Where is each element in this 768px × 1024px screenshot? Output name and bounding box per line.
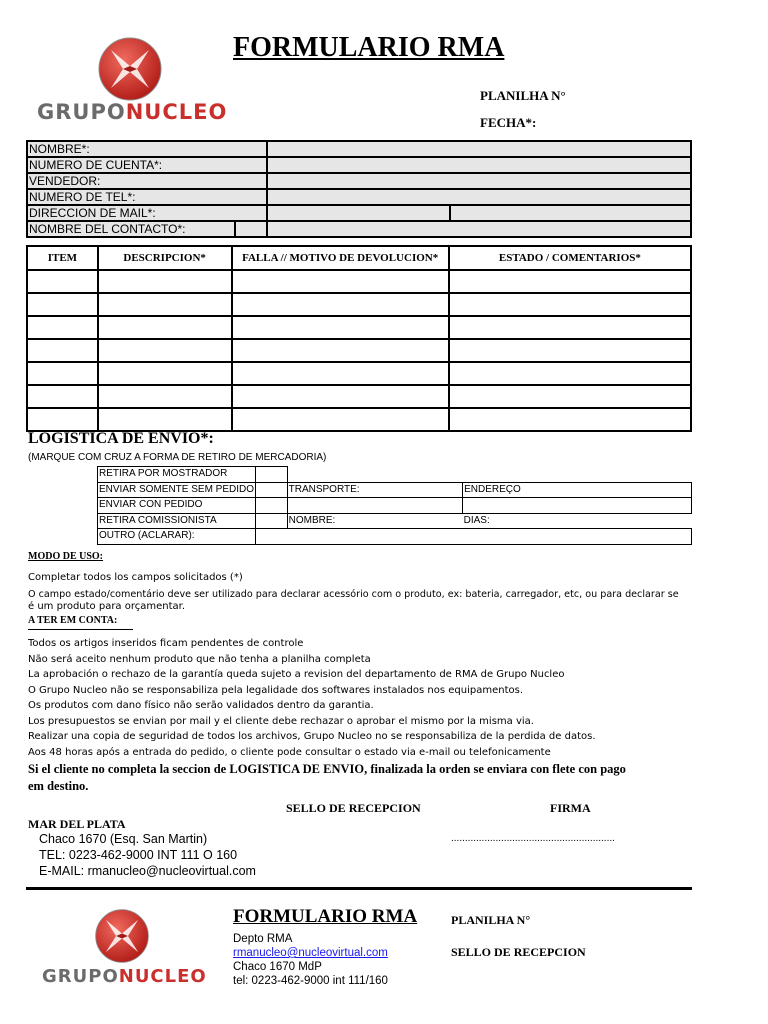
logistics-row [98, 482, 692, 498]
stub-logo-mark-icon [94, 908, 150, 964]
modo-line: O campo estado/comentário deve ser utilizado para declarar acessório com o produto, ex: bateria, carregador, etc, ou para declarar se [28, 589, 679, 600]
sello-label: SELLO DE RECEPCION [286, 801, 421, 815]
office-tel: TEL: 0223-462-9000 INT 111 O 160 [39, 848, 238, 862]
logistics-title: LOGISTICA DE ENVIO*: [28, 430, 214, 447]
falla-cell[interactable] [232, 293, 449, 316]
logistics-checkbox[interactable] [256, 467, 288, 483]
stub-logo-nucleo-text: NUCLEO [118, 966, 207, 987]
transporte-label: TRANSPORTE: [287, 482, 463, 498]
estado-cell[interactable] [449, 316, 691, 339]
descripcion-cell[interactable] [98, 316, 232, 339]
logistics-row [98, 467, 692, 483]
descripcion-cell[interactable] [98, 362, 232, 385]
items-row [27, 408, 691, 431]
logistics-checkbox[interactable] [256, 498, 288, 514]
items-header-item: ITEM [27, 246, 98, 270]
client-row [27, 189, 691, 205]
client-row [27, 205, 691, 221]
stub-tel: tel: 0223-462-9000 int 111/160 [233, 975, 388, 987]
falla-cell[interactable] [232, 408, 449, 431]
item-cell[interactable] [27, 339, 98, 362]
company-logo [32, 28, 232, 138]
logistics-checkbox[interactable] [256, 482, 288, 498]
item-cell[interactable] [27, 408, 98, 431]
page-title: FORMULARIO RMA [233, 32, 505, 63]
firma-label: FIRMA [550, 801, 591, 815]
items-table [26, 245, 692, 432]
items-header-estado: ESTADO / COMENTARIOS* [449, 246, 691, 270]
client-field-label: VENDEDOR: [27, 173, 267, 189]
atener-list [28, 636, 596, 760]
items-header-falla: FALLA // MOTIVO DE DEVOLUCION* [232, 246, 449, 270]
client-field-label: DIRECCION DE MAIL*: [27, 205, 267, 221]
mail-input[interactable] [267, 205, 450, 221]
stub-title: FORMULARIO RMA [233, 906, 418, 927]
descripcion-cell[interactable] [98, 408, 232, 431]
descripcion-cell[interactable] [98, 270, 232, 293]
logo-nucleo-text: NUCLEO [125, 100, 228, 124]
atener-line: Todos os artigos inseridos ficam pendentes de controle [28, 638, 304, 649]
logistics-option-label: ENVIAR SOMENTE SEM PEDIDO [98, 482, 256, 498]
tel-input[interactable] [267, 189, 691, 205]
logo-grupo-text: GRUPO [37, 100, 126, 124]
client-field-label: NUMERO DE CUENTA*: [27, 157, 267, 173]
item-cell[interactable] [27, 385, 98, 408]
logistics-row [98, 529, 692, 545]
logistics-subtitle: (MARQUE COM CRUZ A FORMA DE RETIRO DE MERCADORIA) [28, 452, 327, 463]
office-email: E-MAIL: rmanucleo@nucleovirtual.com [39, 864, 256, 878]
warning-line: Si el cliente no completa la seccion de LOGISTICA DE ENVIO, finalizada la orden se enviara con flete con pago [28, 762, 626, 776]
office-title: MAR DEL PLATA [28, 817, 126, 831]
items-row [27, 293, 691, 316]
falla-cell[interactable] [232, 385, 449, 408]
logo-mark-icon [97, 36, 163, 102]
atener-line: Não será aceito nenhum produto que não tenha a planilha completa [28, 653, 371, 665]
items-row [27, 270, 691, 293]
estado-cell[interactable] [449, 385, 691, 408]
cuenta-input[interactable] [267, 157, 691, 173]
dias-label: DIAS: [463, 514, 490, 526]
logistics-option-label: RETIRA COMISSIONISTA [98, 513, 256, 529]
endereco-input[interactable] [463, 498, 692, 514]
logistics-row [98, 498, 692, 514]
vendedor-input[interactable] [267, 173, 691, 189]
fecha-label: FECHA*: [480, 115, 537, 130]
modo-line: é um produto para orçamentar. [28, 601, 186, 612]
item-cell[interactable] [27, 293, 98, 316]
estado-cell[interactable] [449, 339, 691, 362]
modo-title: MODO DE USO: [28, 551, 103, 562]
logistics-option-label: ENVIAR CON PEDIDO [98, 498, 256, 514]
item-cell[interactable] [27, 362, 98, 385]
stub-email-link[interactable]: rmanucleo@nucleovirtual.com [233, 947, 388, 959]
contacto-small-input[interactable] [235, 221, 267, 237]
stub-depto: Depto RMA [233, 933, 293, 945]
estado-cell[interactable] [449, 270, 691, 293]
nombre-label: NOMBRE: [288, 514, 336, 526]
client-row [27, 141, 691, 157]
stub-logo [40, 904, 210, 994]
client-field-label: NUMERO DE TEL*: [27, 189, 267, 205]
estado-cell[interactable] [449, 362, 691, 385]
items-row [27, 339, 691, 362]
descripcion-cell[interactable] [98, 339, 232, 362]
item-cell[interactable] [27, 270, 98, 293]
logistics-option-label: RETIRA POR MOSTRADOR [98, 467, 256, 483]
nombre-input[interactable] [267, 141, 691, 157]
atener-line: Aos 48 horas após a entrada do pedido, o cliente pode consultar o estado via e-mail ou telefonicamente [28, 746, 551, 758]
logistics-table [97, 466, 692, 545]
cut-divider [26, 887, 692, 890]
client-row [27, 173, 691, 189]
descripcion-cell[interactable] [98, 385, 232, 408]
falla-cell[interactable] [232, 339, 449, 362]
client-field-label: NOMBRE*: [27, 141, 267, 157]
mail-input-extra[interactable] [450, 205, 691, 221]
item-cell[interactable] [27, 316, 98, 339]
modo-line: Completar todos los campos solicitados (*) [28, 572, 243, 583]
falla-cell[interactable] [232, 270, 449, 293]
items-row [27, 385, 691, 408]
warning-line: em destino. [28, 779, 89, 793]
descripcion-cell[interactable] [98, 293, 232, 316]
atener-line: Los presupuestos se envian por mail y el cliente debe rechazar o aprobar el mismo por la misma via. [28, 715, 534, 727]
logistics-checkbox[interactable] [256, 513, 288, 529]
planilha-label: PLANILHA N° [480, 88, 566, 103]
endereco-label: ENDEREÇO [463, 482, 692, 498]
items-row [27, 316, 691, 339]
atener-line: La aprobación o rechazo de la garantía queda sujeto a revision del departamento de RMA de Grupo Nucleo [28, 669, 565, 680]
signature-line: ........................................................... [451, 833, 615, 844]
stub-sello-label: SELLO DE RECEPCION [451, 945, 586, 959]
stub-address: Chaco 1670 MdP [233, 961, 322, 973]
client-field-label: NOMBRE DEL CONTACTO*: [27, 221, 235, 237]
estado-cell[interactable] [449, 408, 691, 431]
atener-line: O Grupo Nucleo não se responsabiliza pela legalidade dos softwares instalados nos equipamentos. [28, 684, 523, 696]
logistics-option-label: OUTRO (ACLARAR): [98, 529, 256, 545]
items-header-descripcion: DESCRIPCION* [98, 246, 232, 270]
client-data-grid [26, 140, 692, 238]
contacto-input[interactable] [267, 221, 691, 237]
items-row [27, 362, 691, 385]
outro-input[interactable] [256, 529, 692, 545]
atener-line: Realizar una copia de seguridad de todos los archivos, Grupo Nucleo no se responsabiliza de la perdida de datos. [28, 731, 596, 742]
atener-underline [28, 629, 133, 630]
stub-logo-grupo-text: GRUPO [42, 966, 119, 987]
client-row [27, 221, 691, 237]
client-row [27, 157, 691, 173]
items-header-row [27, 246, 691, 270]
falla-cell[interactable] [232, 316, 449, 339]
stub-planilha-label: PLANILHA N° [451, 913, 531, 927]
atener-line: Os produtos com dano físico não serão validados dentro da garantia. [28, 700, 374, 711]
office-address: Chaco 1670 (Esq. San Martin) [39, 832, 208, 846]
falla-cell[interactable] [232, 362, 449, 385]
transporte-input[interactable] [287, 498, 463, 514]
logistics-row [98, 513, 692, 529]
atener-title: A TER EM CONTA: [28, 615, 118, 626]
estado-cell[interactable] [449, 293, 691, 316]
